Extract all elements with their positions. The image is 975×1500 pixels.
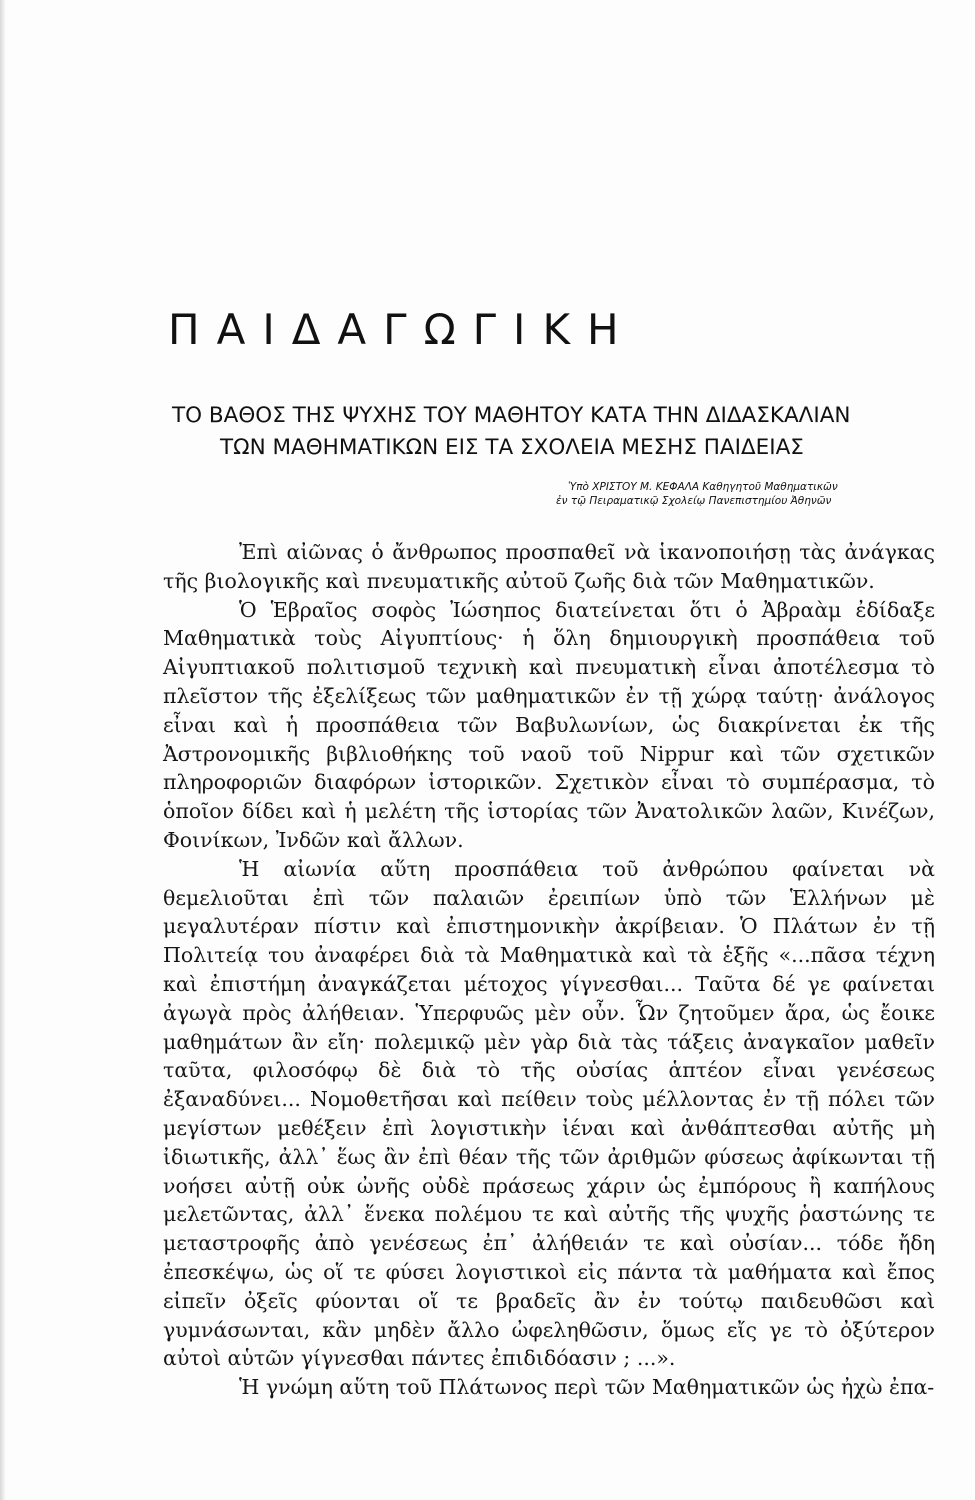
body-paragraph-3: Ἡ αἰωνία αὕτη προσπάθεια τοῦ ἀνθρώπου φαίνεται νὰ θεμελιοῦται ἐπὶ τῶν παλαιῶν ἐρειπίων ὑπὸ τῶν Ἑλλήνων μὲ μεγαλυτέραν πίστιν καὶ ἐπιστημονικὴν ἀκρίβειαν. Ὁ Πλάτων ἐν τῇ Πολιτείᾳ του ἀναφέρει διὰ τὰ Μαθηματικὰ καὶ τὰ ἑξῆς «...πᾶσα τέχνη καὶ ἐπιστήμη ἀναγκάζεται μέτοχος γίγνεσθαι... Ταῦτα δέ γε φαίνεται ἀγωγὰ πρὸς ἀλήθειαν. Ὑπερφυῶς μὲν οὖν. Ὧν ζητοῦμεν ἄρα, ὡς ἔοικε μαθημάτων ἂν εἴη· πολεμικῷ μὲν γὰρ διὰ τὰς τάξεις ἀναγκαῖον μαθεῖν ταῦτα, φιλοσόφῳ δὲ διὰ τὸ τῆς οὐσίας ἁπτέον εἶναι γενέσεως ἐξαναδύνει... Νομοθετῆσαι καὶ πείθειν τοὺς μέλλοντας ἐν τῇ πόλει τῶν μεγίστων μεθέξειν ἐπὶ λογιστικὴν ἰέναι καὶ ἀνθάπτεσθαι αὐτῆς μὴ ἰδιωτικῆς, ἀλλ᾽ ἕως ἂν ἐπὶ θέαν τῆς τῶν ἀριθμῶν φύσεως ἀφίκωνται τῇ νοήσει αὐτῇ οὐκ ὠνῆς οὐδὲ πράσεως χάριν ὡς ἐμπόρους ἢ καπήλους μελετῶντας, ἀλλ᾽ ἕνεκα πολέμου τε καὶ αὐτῆς τῆς ψυχῆς ῥαστώνης τε μεταστροφῆς ἀπὸ γενέσεως ἐπ᾽ ἀλήθειάν τε καὶ οὐσίαν... τόδε ἤδη ἐπεσκέψω, ὡς οἵ τε φύσει λογιστικοὶ εἰς πάντα τὰ μαθήματα καὶ ἔπος εἰπεῖν ὀξεῖς φύονται οἵ τε βραδεῖς ἂν ἐν τούτῳ παιδευθῶσι καὶ γυμνάσωνται, κἂν μηδὲν ἄλλο ὠφεληθῶσιν, ὅμως εἴς γε τὸ ὀξύτερον αὐτοὶ αὑτῶν γίγνεσθαι πάντες ἐπιδιδόασιν ; ...».	[163, 856, 935, 1371]
body-paragraph-1: Ἐπὶ αἰῶνας ὁ ἄνθρωπος προσπαθεῖ νὰ ἱκανοποιήσῃ τὰς ἀνάγκας τῆς βιολογικῆς καὶ πνευματικῆς αὐτοῦ ζωῆς διὰ τῶν Μαθηματικῶν.	[163, 540, 935, 593]
body-paragraph-2: Ὁ Ἑβραῖος σοφὸς Ἰώσηπος διατείνεται ὅτι ὁ Ἀβραὰμ ἐδίδαξε Μαθηματικὰ τοὺς Αἰγυπτίους· ἡ ὅλη δημιουργικὴ προσπάθεια τοῦ Αἰγυπτιακοῦ πολιτισμοῦ τεχνικὴ καὶ πνευματικὴ εἶναι ἀποτέλεσμα τὸ πλεῖστον τῆς ἐξελίξεως τῶν μαθηματικῶν ἐν τῇ χώρᾳ ταύτῃ· ἀνάλογος εἶναι καὶ ἡ προσπάθεια τῶν Βαβυλωνίων, ὡς διακρίνεται ἐκ τῆς Ἀστρονομικῆς βιβλιοθήκης τοῦ ναοῦ τοῦ Nippur καὶ τῶν σχετικῶν πληροφοριῶν διαφόρων ἱστορικῶν. Σχετικὸν εἶναι τὸ συμπέρασμα, τὸ ὁποῖον δίδει καὶ ἡ μελέτη τῆς ἱστορίας τῶν Ἀνατολικῶν λαῶν, Κινέζων, Φοινίκων, Ἰνδῶν καὶ ἄλλων.	[163, 597, 935, 852]
byline-line-2: ἐν τῷ Πειραματικῷ Σχολείῳ Πανεπιστημίου Ἀθηνῶν	[556, 495, 832, 507]
article-title-line-2: ΤΩΝ ΜΑΘΗΜΑΤΙΚΩΝ ΕΙΣ ΤΑ ΣΧΟΛΕΙΑ ΜΕΣΗΣ ΠΑΙΔΕΙΑΣ	[220, 435, 804, 460]
article-body	[163, 538, 935, 1402]
article-title	[172, 400, 962, 464]
section-title: ΠΑΙΔΑΓΩΓΙΚΗ	[168, 305, 636, 354]
page-edge-shadow	[0, 0, 6, 1500]
body-paragraph-4: Ἡ γνώμη αὕτη τοῦ Πλάτωνος περὶ τῶν Μαθηματικῶν ὡς ἠχὼ ἐπα-	[239, 1375, 935, 1400]
byline-line-1: Ὑπὸ ΧΡΙΣΤΟΥ Μ. ΚΕΦΑΛΑ Καθηγητοῦ Μαθηματικῶν	[568, 481, 838, 493]
article-title-line-1: ΤΟ ΒΑΘΟΣ ΤΗΣ ΨΥΧΗΣ ΤΟΥ ΜΑΘΗΤΟΥ ΚΑΤΑ ΤΗΝ ΔΙΔΑΣΚΑΛΙΑΝ	[172, 403, 851, 428]
author-byline	[520, 480, 960, 508]
